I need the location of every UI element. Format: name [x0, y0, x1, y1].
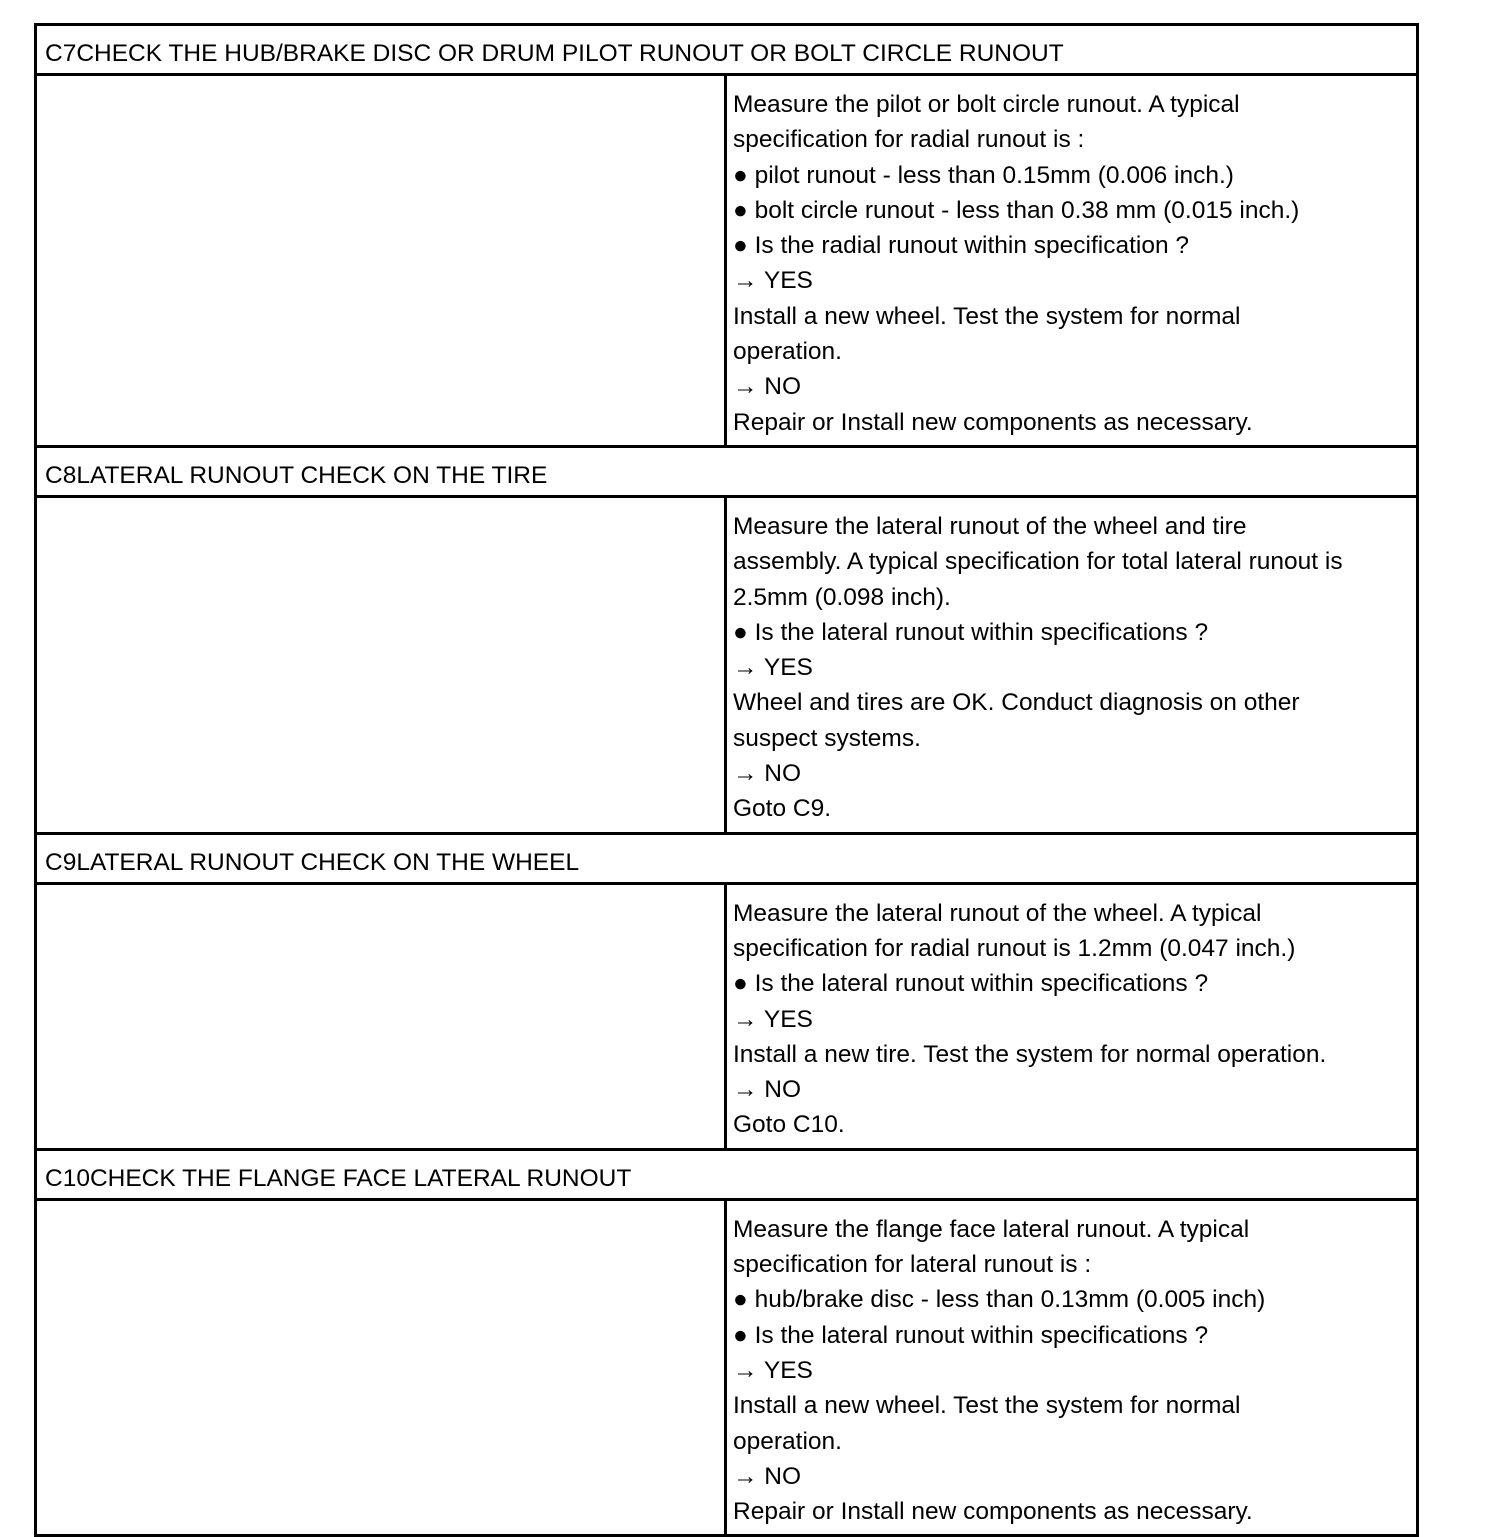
- text-line: operation.: [733, 338, 842, 366]
- text-line: 2.5mm (0.098 inch).: [733, 583, 951, 611]
- text-line: suspect systems.: [733, 724, 921, 752]
- text-line: Goto C10.: [733, 1111, 845, 1139]
- question-line: ● Is the lateral runout within specifications ?: [733, 1321, 1209, 1349]
- illustration-cell: [36, 75, 726, 447]
- yes-branch: → YES: [733, 654, 813, 682]
- bullet-line: ● pilot runout - less than 0.15mm (0.006 inch.): [733, 161, 1234, 189]
- text-line: Wheel and tires are OK. Conduct diagnosis on other: [733, 689, 1300, 717]
- instructions-c7: [726, 75, 1418, 447]
- text-line: assembly. A typical specification for total lateral runout is: [733, 548, 1343, 576]
- bullet-line: ● hub/brake disc - less than 0.13mm (0.005 inch): [733, 1286, 1266, 1314]
- yes-branch: → YES: [733, 1005, 813, 1033]
- yes-branch: → YES: [733, 267, 813, 295]
- illustration-cell: [36, 883, 726, 1149]
- text-line: Measure the flange face lateral runout. A typical: [733, 1215, 1250, 1243]
- section-heading-c10: C10CHECK THE FLANGE FACE LATERAL RUNOUT: [36, 1149, 1418, 1199]
- text-line: specification for radial runout is :: [733, 126, 1085, 154]
- instructions-c9: [726, 883, 1418, 1149]
- section-body-row: [36, 75, 1418, 447]
- instructions-c8: [726, 496, 1418, 833]
- illustration-cell: [36, 496, 726, 833]
- question-line: ● Is the lateral runout within specifications ?: [733, 970, 1209, 998]
- illustration-cell: [36, 1199, 726, 1536]
- no-branch: → NO: [733, 760, 802, 788]
- text-line: Install a new wheel. Test the system for normal: [733, 302, 1241, 330]
- text-line: Goto C9.: [733, 795, 832, 823]
- text-line: specification for radial runout is 1.2mm (0.047 inch.): [733, 934, 1296, 962]
- text-line: Repair or Install new components as necessary.: [733, 1498, 1253, 1526]
- section-heading-row: [36, 446, 1418, 496]
- section-heading-row: [36, 833, 1418, 883]
- text-line: Install a new tire. Test the system for normal operation.: [733, 1040, 1327, 1068]
- text-line: operation.: [733, 1427, 842, 1455]
- text-line: Repair or Install new components as necessary.: [733, 408, 1253, 436]
- yes-branch: → YES: [733, 1356, 813, 1384]
- section-heading-c8: C8LATERAL RUNOUT CHECK ON THE TIRE: [36, 446, 1418, 496]
- section-heading-c9: C9LATERAL RUNOUT CHECK ON THE WHEEL: [36, 833, 1418, 883]
- text-line: Measure the pilot or bolt circle runout. A typical: [733, 91, 1240, 118]
- section-body-row: [36, 883, 1418, 1149]
- section-body-row: [36, 1199, 1418, 1536]
- no-branch: → NO: [733, 1462, 802, 1490]
- section-heading-row: [36, 1149, 1418, 1199]
- section-heading-row: [36, 25, 1418, 75]
- no-branch: → NO: [733, 1076, 802, 1104]
- section-body-row: [36, 496, 1418, 833]
- no-branch: → NO: [733, 373, 802, 401]
- text-line: specification for lateral runout is :: [733, 1251, 1092, 1279]
- bullet-line: ● bolt circle runout - less than 0.38 mm (0.015 inch.): [733, 196, 1300, 224]
- section-heading-c7: C7CHECK THE HUB/BRAKE DISC OR DRUM PILOT RUNOUT OR BOLT CIRCLE RUNOUT: [36, 25, 1418, 75]
- text-line: Measure the lateral runout of the wheel. A typical: [733, 899, 1262, 927]
- text-line: Measure the lateral runout of the wheel and tire: [733, 512, 1247, 540]
- instructions-c10: [726, 1199, 1418, 1536]
- question-line: ● Is the radial runout within specification ?: [733, 232, 1190, 260]
- text-line: Install a new wheel. Test the system for normal: [733, 1392, 1241, 1420]
- question-line: ● Is the lateral runout within specifications ?: [733, 618, 1209, 646]
- diagnostic-table: [34, 23, 1419, 1537]
